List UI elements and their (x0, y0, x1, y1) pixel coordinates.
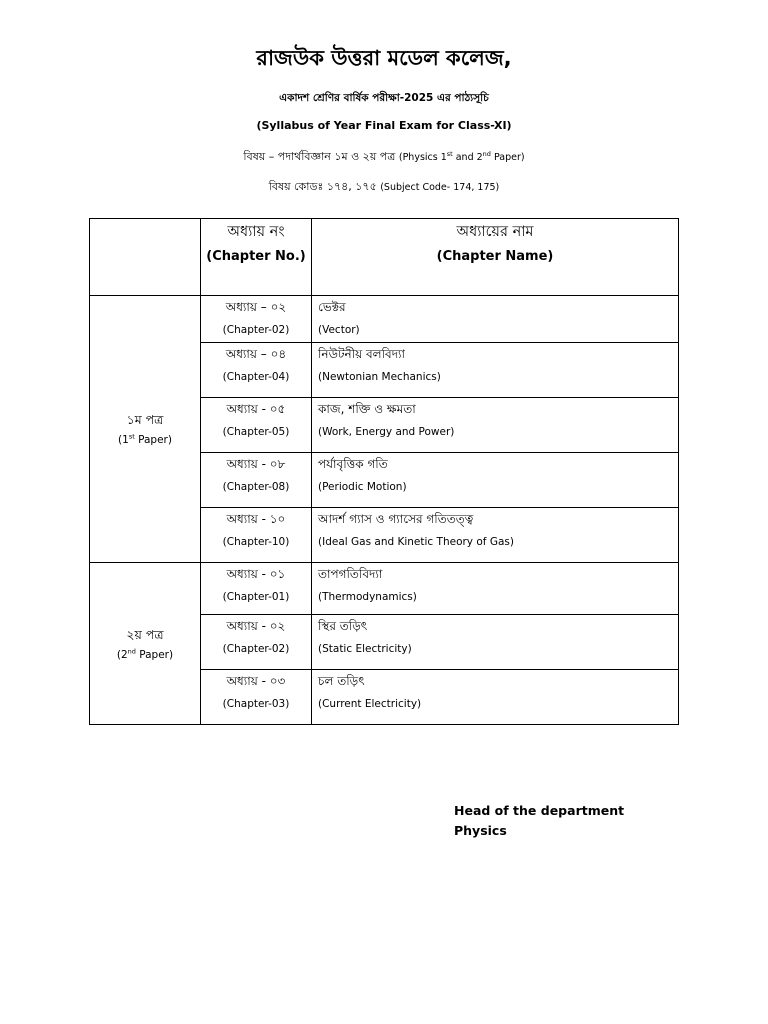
subject-line (0, 148, 768, 167)
header-chapter-name (312, 219, 679, 296)
chapter-name-en: (Newtonian Mechanics) (318, 371, 441, 383)
chapter-name-bn: পর্যাবৃত্তিক গতি (318, 457, 388, 471)
chapter-no-cell (201, 398, 312, 453)
chapter-name-cell (312, 398, 679, 453)
chapter-name-en: (Ideal Gas and Kinetic Theory of Gas) (318, 536, 514, 548)
chapter-no-bn: অধ্যায় - ০৩ (226, 674, 286, 688)
paper-2-cell (90, 563, 201, 725)
signature-block (454, 801, 624, 841)
chapter-no-bn: অধ্যায় - ০৮ (226, 457, 286, 471)
header-chapter-no (201, 219, 312, 296)
subject-en-sup: nd (482, 149, 491, 158)
chapter-name-cell (312, 296, 679, 343)
chapter-no-en: (Chapter-08) (222, 481, 290, 493)
paper-2-bn: ২য় পত্র (126, 626, 164, 642)
paper-1-en-part: Paper) (134, 434, 172, 446)
signature-department: Physics (454, 823, 507, 838)
subject-en-part: Paper) (490, 152, 525, 163)
chapter-name-bn: তাপগতিবিদ্যা (318, 567, 383, 581)
chapter-no-cell (201, 296, 312, 343)
table-row (90, 296, 679, 343)
table-header-row (90, 219, 679, 296)
chapter-name-cell (312, 343, 679, 398)
chapter-no-en: (Chapter-04) (222, 371, 290, 383)
chapter-no-cell (201, 508, 312, 563)
chapter-name-bn: নিউটনীয় বলবিদ্যা (318, 347, 405, 361)
chapter-no-cell (201, 615, 312, 670)
chapter-name-cell (312, 615, 679, 670)
chapter-name-en: (Work, Energy and Power) (318, 426, 455, 438)
syllabus-table (89, 218, 679, 725)
subject-en-part: and 2 (452, 152, 483, 163)
paper-1-en-sup: st (128, 432, 135, 441)
subject-bn: বিষয় – পদার্থবিজ্ঞান ১ম ও ২য় পত্র (243, 150, 396, 163)
chapter-no-bn: অধ্যায় - ০২ (226, 619, 286, 633)
chapter-name-en: (Vector) (318, 324, 360, 336)
chapter-name-en: (Current Electricity) (318, 698, 422, 710)
chapter-name-cell (312, 563, 679, 615)
paper-2-en-sup: nd (127, 647, 136, 655)
chapter-no-cell (201, 670, 312, 725)
table-row (90, 563, 679, 615)
chapter-no-bn: অধ্যায় – ০৪ (225, 347, 287, 361)
chapter-no-cell (201, 453, 312, 508)
chapter-name-bn: আদর্শ গ্যাস ও গ্যাসের গতিতত্ত্ব (318, 512, 474, 526)
chapter-no-en: (Chapter-02) (222, 643, 290, 655)
subject-code-en: (Subject Code- 174, 175) (380, 182, 500, 193)
chapter-name-en: (Static Electricity) (318, 643, 412, 655)
chapter-name-bn: চল তড়িৎ (318, 674, 365, 688)
chapter-name-en: (Thermodynamics) (318, 591, 417, 603)
chapter-no-bn: অধ্যায় - ০৫ (226, 402, 286, 416)
paper-1-en-part: (1 (118, 434, 129, 446)
header-chapter-no-bn: অধ্যায় নং (227, 224, 285, 240)
chapter-no-en: (Chapter-02) (222, 324, 290, 336)
chapter-no-en: (Chapter-01) (222, 591, 290, 603)
chapter-no-bn: অধ্যায় - ০১ (226, 567, 286, 581)
subject-en-sup: st (446, 149, 453, 158)
exam-title-bn: একাদশ শ্রেণির বার্ষিক পরীক্ষা-2025 এর পাঠ্যসূচি (279, 92, 489, 104)
chapter-name-cell (312, 508, 679, 563)
header-chapter-name-bn: অধ্যায়ের নাম (456, 224, 534, 240)
chapter-no-en: (Chapter-10) (222, 536, 290, 548)
subject-code-bn: বিষয় কোডঃ ১৭৪, ১৭৫ (268, 180, 377, 193)
chapter-no-cell (201, 563, 312, 615)
chapter-no-bn: অধ্যায় - ১০ (226, 512, 286, 526)
chapter-name-cell (312, 453, 679, 508)
chapter-no-cell (201, 343, 312, 398)
paper-2-en (90, 649, 200, 661)
paper-2-en-part: Paper) (135, 648, 174, 661)
paper-1-bn: ১ম পত্র (126, 412, 164, 427)
exam-title-en: (Syllabus of Year Final Exam for Class-XI) (256, 119, 512, 132)
subject-code-line (0, 178, 768, 197)
chapter-name-bn: ভেক্টর (318, 300, 346, 314)
chapter-name-bn: স্থির তড়িৎ (318, 619, 368, 633)
chapter-name-bn: কাজ, শক্তি ও ক্ষমতা (318, 402, 416, 416)
paper-2-en-part: (2 (116, 648, 128, 661)
chapter-no-en: (Chapter-03) (222, 698, 290, 710)
signature-title: Head of the department (454, 803, 625, 818)
chapter-no-bn: অধ্যায় – ০২ (225, 300, 287, 314)
header-chapter-name-en: (Chapter Name) (436, 249, 554, 264)
paper-1-en (90, 434, 200, 446)
paper-1-cell (90, 296, 201, 563)
chapter-name-en: (Periodic Motion) (318, 481, 407, 493)
subject-en (398, 149, 525, 163)
college-title: রাজউক উত্তরা মডেল কলেজ, (256, 46, 512, 70)
chapter-name-cell (312, 670, 679, 725)
header-cell-empty (90, 219, 201, 296)
chapter-no-en: (Chapter-05) (222, 426, 290, 438)
subject-en-part: (Physics 1 (398, 152, 447, 163)
header-chapter-no-en: (Chapter No.) (206, 249, 306, 264)
